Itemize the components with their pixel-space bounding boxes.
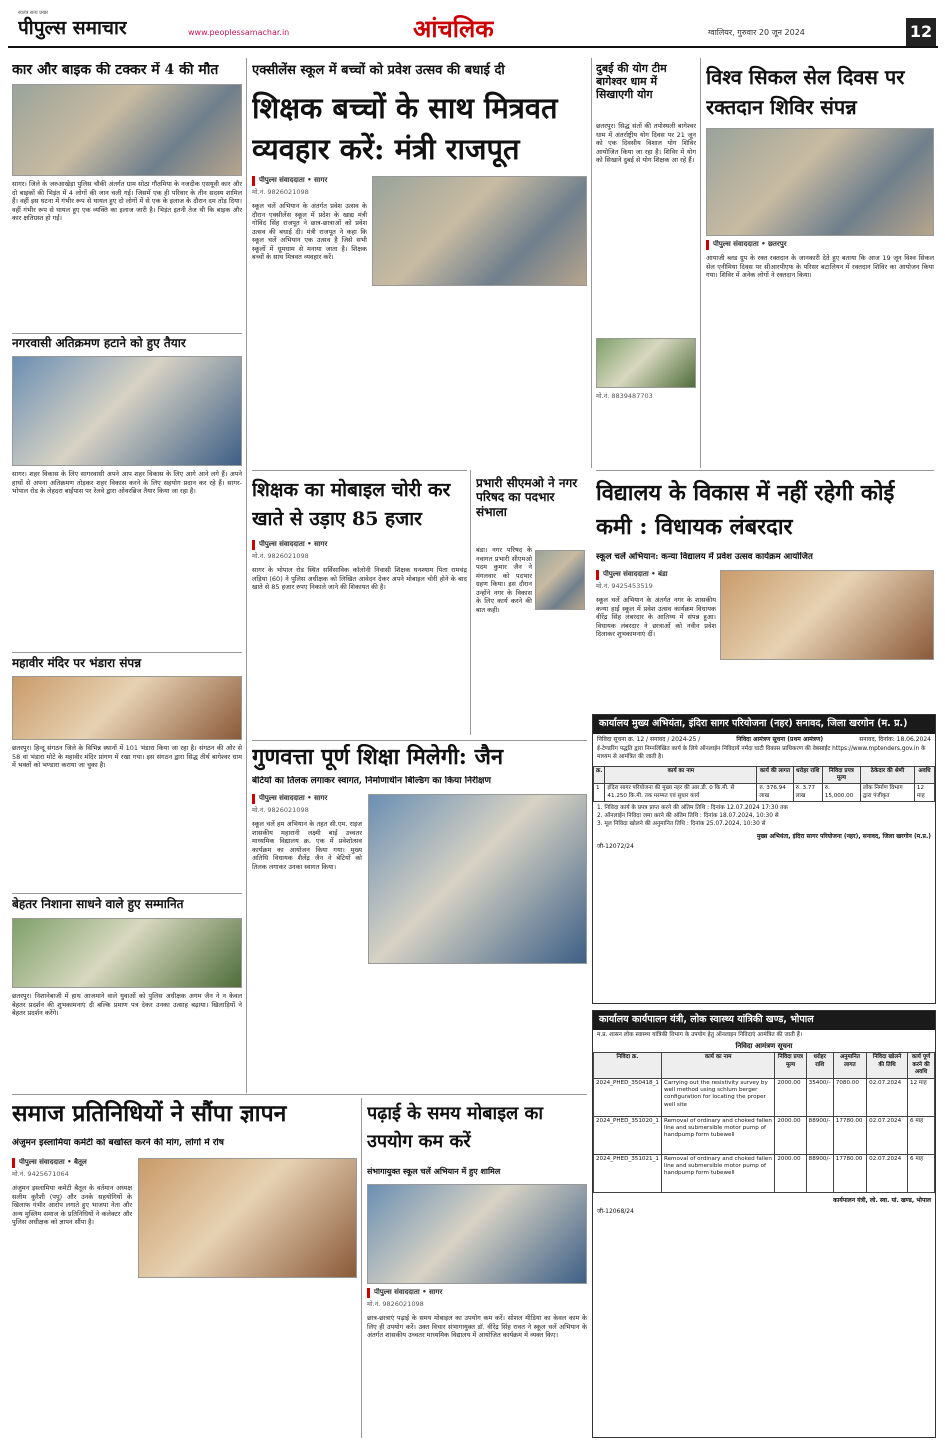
tender1-header-cell: कार्य की लागत <box>757 766 793 784</box>
memo-headline: समाज प्रतिनिधियों ने सौंपा ज्ञापन <box>12 1100 287 1127</box>
mobile-theft-byline: पीपुल्स संवाददाता • सागर <box>252 540 462 550</box>
tender1-header-cell: क्र. <box>594 766 605 784</box>
commissioner-photo <box>367 1184 587 1284</box>
memo-body: अंजुमन इस्लामिया कमेटी बैतूल के वर्तमान अध्यक्ष सलीम कुरैशी (पपू) और उनके सहयोगियों के खिलाफ गंभीर आरोप लगाते हुए भाजपा नेता और अन्य मुस्लिम समाज के प्रतिनिधियों ने कलेक्टर और पुलिस अधीक्षक को ज्ञापन सौंपा है। <box>12 1184 132 1227</box>
quality-edu-byline: पीपुल्स संवाददाता • सागर <box>252 794 362 804</box>
mla-photo <box>720 570 934 660</box>
website-link[interactable]: www.peoplessamachar.in <box>188 28 290 37</box>
divider <box>252 470 467 471</box>
tender1-header-cell: कार्य का नाम <box>605 766 757 784</box>
tender2-type: निविदा आमंत्रण सूचना <box>735 1042 793 1051</box>
blood-donation-headline: विश्व सिकल सेल दिवस पर रक्तदान शिविर संपन्न <box>706 65 905 119</box>
tender1-number: निविदा सूचना क्र. 12 / सनावद / 2024-25 / <box>597 735 701 743</box>
tender1-intro: ई-टेण्डरिंग पद्धति द्वारा निम्नलिखित कार्य के लिये ऑनलाईन निविदायें नर्मदा घाटी विकास प्राधिकरण की वेबसाईट https://www.mptenders.gov.in के माध्यम से आमंत्रित की जाती है। <box>597 746 926 761</box>
tender1-cell: लोक निर्माण विभाग द्वारा पंजीकृत <box>861 784 915 802</box>
column-divider <box>470 470 471 735</box>
school-assembly-photo <box>368 794 587 964</box>
column-divider <box>246 58 247 1093</box>
tender2-cell: 02.07.2024 <box>867 1116 908 1154</box>
column-divider <box>591 58 592 468</box>
story4-headline: बेहतर निशाना साधने वाले हुए सम्मानित <box>12 897 184 911</box>
bhandara-photo <box>12 676 242 740</box>
tender1-table <box>593 766 935 803</box>
tender1-dates <box>593 802 935 831</box>
story2-body: सागर। शहर विकास के लिए सागरवासी अपने आप शहर विकास के लिए आगे आने लगे हैं। अपने हाथों से अपना अतिक्रमण तोड़कर शहर विकास करने के लिए सहयोग प्रदान कर रहे हैं। सागर-भोपाल रोड के लेहदरा बाईपास पर रेलवे द्वारा ओवरब्रिज तैयार किया जा रहा है। <box>12 470 242 496</box>
encroachment-photo <box>12 356 242 466</box>
story3-body: छतरपुर। हिन्दू संगठन जिले के विभिन्न स्थानों में 101 भंडारा किया जा रहा है। संगठन की ओर से 58 वां भंडारा मोटे के महावीर मंदिर प्रांगण में रखा गया। इस संगठन द्वारा सिद्ध तीर्थ बागेश्वर धाम में भक्तों को भण्डारा कराया जा चुका है। <box>12 744 242 770</box>
school-dev-body: स्कूल चलें अभियान के अंतर्गत नगर के शासकीय कन्या हाई स्कूल में प्रवेश उत्सव कार्यक्रम विधायक वीरेंद्र सिंह लंबरदार के आतिथ्य में संपन्न हुआ। विधायक लंबरदार ने छात्राओं को नवीन प्रवेश दिलाकर शुभकामनाएं दीं। <box>596 596 716 639</box>
tender2-cell: 02.07.2024 <box>867 1078 908 1116</box>
tender1-date-line: 1. निविदा कार्य के प्रपत्र प्राप्त करने की अंतिम तिथि : दिनांक 12.07.2024 17:30 तक <box>597 805 788 812</box>
cmo-body: बंडा। नगर परिषद के नवागत प्रभारी सीएमओ पदम कुमार जैन ने मंगलवार को पदभार ग्रहण किया। इस दौरान उन्होंने नगर के विकास के लिए कार्य करने की बात कही। <box>476 546 532 615</box>
mobile-theft-mobile: मो.नं. 9826021098 <box>252 552 309 560</box>
story1-body: सागर। जिले के जरुआखेड़ा पुलिस चौकी अंतर्गत ग्राम सोठा गौतमिया के नजदीक एसयूवी कार और दो बाइकों की भिड़ंत में 4 लोगों की जान चली गई। जिसमें एक ही परिवार के तीन सदस्य शामिल हैं। वहीं इस घटना में गंभीर रूप से घायल हुए दो लोगों में से एक के इलाज के दौरान दम तोड़ दिया। वहीं गंभीर रूप से घायल हुए एक व्यक्ति का इलाज जारी है। भिड़ंत इतनी तेज थी कि बाइक और कार क्षतिग्रस्त हो गईं। <box>12 180 242 223</box>
tender1-footer: मुख्य अभियंता, इंदिरा सागर परियोजना (नहर), सनावद, जिला खरगोन (म.प्र.) <box>756 833 931 841</box>
blood-donation-body: आयाजी ब्लड ग्रुप के रक्त रक्तदान के जानकारी देते हुए बताया कि आज 19 जून विश्व सिकल सेल एनीमिया दिवस पर सीआरपीएफ के परिसर बटालियन में रक्तदान शिविर का आयोजन किया गया। शिविर में अनेक लोगों ने रक्तदान किया। <box>706 254 934 280</box>
tender2-header-cell: कार्य पूर्ण करने की अवधि <box>908 1053 935 1078</box>
memo-photo <box>138 1158 357 1278</box>
tender1-cell: इंदिरा सागर परियोजना की मुख्य नहर की आर.डी. 0 कि.मी. से 41.250 कि.मी. तक मरम्मत एवं सुधार कार्य <box>605 784 757 802</box>
tender2-cell: 2024_PHED_351020_1 <box>594 1116 662 1154</box>
tender1-header-cell: अवधि <box>914 766 934 784</box>
dateline: ग्वालियर, गुरुवार 20 जून 2024 <box>708 28 805 37</box>
tender1-cell: रु. 15,000.00 <box>822 784 860 802</box>
story4-body: छतरपुर। निशानेबाजी में हाथ आजमाने वाले युवाओं को पुलिस अधीक्षक अगम जैन ने न केवल बेहतर प्रदर्शन की शुभकामनाएं दी बल्कि प्रमाण पत्र देकर उनका उत्साह बढ़ाया। खिलाड़ियों ने बेहतर प्रदर्शन करेंगे। <box>12 992 242 1018</box>
tender2-header-cell: निविदा प्रपत्र मूल्य <box>775 1053 806 1078</box>
mobile-use-body: छात्र-छात्राएं पढ़ाई के समय मोबाइल का उपयोग कम करें। सोशल मीडिया का केवल काम के लिए ही उपयोग करें। उक्त विचार संभागायुक्त डॉ. वीरेंद्र सिंह रावत ने स्कूल चलें अभियान के अंतर्गत शासकीय उच्चतर माध्यमिक विद्यालय में आयोजित कार्यक्रम में व्यक्त किए। <box>367 1314 587 1340</box>
table-row <box>594 1116 935 1154</box>
mobile-use-headline: पढ़ाई के समय मोबाइल का उपयोग कम करें <box>367 1103 544 1152</box>
tender1-type: निविदा आमंत्रण सूचना (प्रथम आमंत्रण) <box>736 735 824 743</box>
masthead <box>8 4 938 48</box>
tender1-header-cell: निविदा प्रपत्र मूल्य <box>822 766 860 784</box>
tender2-cell: Carrying out the resistivity survey by well method using schlum berger configuration for locating the proper well site <box>661 1078 774 1116</box>
tender1-cell: 12 माह <box>914 784 934 802</box>
tender2-cell: 02.07.2024 <box>867 1154 908 1192</box>
tender1-date-line: 3. मूल निविदा खोलने की अनुमानित तिथि : दिनांक 25.07.2024, 10:30 से <box>597 820 766 827</box>
tender2-header-cell: धरोहर राशि <box>806 1053 833 1078</box>
tender2-header-cell: कार्य का नाम <box>661 1053 774 1078</box>
divider <box>12 893 242 894</box>
divider <box>252 740 587 741</box>
tender2-cell: 6 माह <box>908 1116 935 1154</box>
tender1-cell: रु. 376.94 लाख <box>757 784 793 802</box>
divider <box>12 1094 587 1095</box>
newspaper-logo: पीपुल्स समाचार <box>18 17 127 39</box>
tender1-cell: 1 <box>594 784 605 802</box>
tender2-cell: 6 माह <box>908 1154 935 1192</box>
table-row <box>594 1078 935 1116</box>
quality-edu-body: स्कूल चलें हम अभियान के तहत सी.एम. राइज शासकीय महारानी लक्ष्मी बाई उच्चतर माध्यमिक विद्यालय क्र. एक में प्रवेशोत्सव कार्यक्रम का आयोजन किया गया। मुख्य अतिथि विधायक शैलेंद्र जैन ने बेटियों को तिलक लगाकर उनका स्वागत किया। <box>252 820 362 871</box>
tender1-title: कार्यालय मुख्य अभियंता, इंदिरा सागर परियोजना (नहर) सनावद, जिला खरगोन (म. प्र.) <box>593 715 935 734</box>
table-row <box>594 1154 935 1192</box>
tender2-cell: 2000.00 <box>775 1078 806 1116</box>
story3-headline: महावीर मंदिर पर भंडारा संपन्न <box>12 656 142 670</box>
tender1-ref: जी-12072/24 <box>597 843 634 851</box>
school-dev-subhead: स्कूल चलें अभियान: कन्या विद्यालय में प्रवेश उत्सव कार्यक्रम आयोजित <box>596 552 813 562</box>
mobile-theft-body: सागर के भोपाल रोड स्थित सर्विसाविक कॉलोनी निवासी शिक्षक घनश्याम पिता रामचंद्र लड़िया (60) ने पुलिस अधीक्षक को लिखित आवेदन देकर अपने मोबाइल चोरी होने के बाद खाते से 85 हजार रुपए निकाले जाने की शिकायत की है। <box>252 566 467 592</box>
quality-edu-subhead: बेटियों का तिलक लगाकर स्वागत, निर्माणाधीन बिल्डिंग का किया निरीक्षण <box>252 776 491 786</box>
school-dev-mobile: मो.नं. 9425453519 <box>596 582 653 590</box>
memo-mobile: मो.नं. 9425671064 <box>12 1170 69 1178</box>
tender2-cell: 88900/- <box>806 1116 833 1154</box>
story1-headline: कार और बाइक की टक्कर में 4 की मौत <box>12 62 219 78</box>
tender2-cell: 2024_PHED_350418_1 <box>594 1078 662 1116</box>
quality-edu-mobile: मो.नं. 9826021098 <box>252 806 309 814</box>
tender-notice-1 <box>592 714 936 1004</box>
story2-headline: नगरवासी अतिक्रमण हटाने को हुए तैयार <box>12 336 186 350</box>
divider <box>12 333 242 334</box>
yoga-body: छतरपुर। सिद्ध संतों की तपोस्थली बागेश्वर धाम में अंतर्राष्ट्रीय योग दिवस पर 21 जून को एक दिवसीय विशाल योग शिविर आयोजित किया जा रहा है। शिविर में योग को सिखाने दुबई से योग शिक्षक आ रहे हैं। <box>596 122 696 165</box>
tender2-ref: जी-12068/24 <box>597 1208 634 1216</box>
tender2-header-cell: निविदा क्र. <box>594 1053 662 1078</box>
shooting-award-photo <box>12 918 242 988</box>
yoga-mobile: मो.नं. 8839487703 <box>596 392 653 400</box>
tender2-header-cell: निविदा खोलने की तिथि <box>867 1053 908 1078</box>
mobile-use-mobile: मो.नं. 9826021098 <box>367 1300 424 1308</box>
tender2-cell: Removal of ordinary and choked fallen line and submersible motor pump of handpump form tubewell <box>661 1116 774 1154</box>
tender2-cell: 17780.00 <box>833 1154 866 1192</box>
tender2-cell: 35400/- <box>806 1078 833 1116</box>
tender2-title: कार्यालय कार्यपालन यंत्री, लोक स्वास्थ्य यांत्रिकी खण्ड, भोपाल <box>593 1011 935 1030</box>
divider <box>12 652 242 653</box>
tender2-header-cell: अनुमानित लागत <box>833 1053 866 1078</box>
tender1-header-cell: ठेकेदार की श्रेणी <box>861 766 915 784</box>
memo-byline: पीपुल्स संवाददाता • बैतूल <box>12 1158 132 1168</box>
cmo-portrait <box>535 550 585 610</box>
lead-mobile: मो.नं. 9826021098 <box>252 188 309 196</box>
lead-photo <box>372 176 587 286</box>
tender2-cell: 2000.00 <box>775 1116 806 1154</box>
mobile-use-subhead: संभागायुक्त स्कूल चलें अभियान में हुए शामिल <box>367 1166 501 1176</box>
tender2-cell: 2024_PHED_351021_1 <box>594 1154 662 1192</box>
blood-donation-byline: पीपुल्स संवाददाता • छतरपुर <box>706 240 856 250</box>
masthead-tagline: स्वतंत्र सत्य प्रखर <box>18 10 49 16</box>
cmo-headline: प्रभारी सीएमओ ने नगर परिषद का पदभार संभाला <box>476 476 578 519</box>
tender2-intro: म.प्र. शासन लोक स्वास्थ्य यांत्रिकी विभाग के उपयोग हेतु ऑनलाइन निविदाएं आमंत्रित की जाती हैं। <box>597 1031 803 1038</box>
tender1-cell: रु. 3.77 लाख <box>793 784 822 802</box>
mobile-theft-headline: शिक्षक का मोबाइल चोरी कर खाते से उड़ाए 85 हजार <box>252 479 451 530</box>
page-number: 12 <box>906 18 936 46</box>
tender2-cell: 17780.00 <box>833 1116 866 1154</box>
tender1-date: सनावद, दिनांक: 18.06.2024 <box>859 735 931 743</box>
tender-notice-2 <box>592 1010 936 1438</box>
tender1-date-line: 2. ऑनलाईन निविदा जमा करने की अंतिम तिथि : दिनांक 18.07.2024, 10:30 से <box>597 812 779 819</box>
memo-subhead: अंजुमन इस्लामिया कमेटी को बर्खास्त करने की मांग, लोगों में रोष <box>12 1138 224 1148</box>
tender2-cell: 7080.00 <box>833 1078 866 1116</box>
tender2-cell: Removal of ordinary and choked fallen line and submersible motor pump of handpump form tubewell <box>661 1154 774 1192</box>
column-divider <box>700 58 701 468</box>
column-divider <box>361 1098 362 1438</box>
yoga-photo <box>596 338 696 388</box>
tender2-footer: कार्यपालन यंत्री, लो. स्वा. यां. खण्ड, भोपाल <box>833 1196 931 1204</box>
quality-edu-headline: गुणवत्ता पूर्ण शिक्षा मिलेगी: जैन <box>252 744 504 770</box>
mobile-use-byline: पीपुल्स संवाददाता • सागर <box>367 1288 487 1298</box>
lead-byline: पीपुल्स संवाददाता • सागर <box>252 176 452 186</box>
tender2-cell: 2000.00 <box>775 1154 806 1192</box>
lead-body: स्कूल चलें अभियान के अंतर्गत प्रवेश उत्सव के दौरान एक्सीलेंस स्कूल में प्रदेश के खाद्य मंत्री गोविंद सिंह राजपूत ने छात्र-छात्राओं को प्रवेश उत्सव की बधाई दी। मंत्री राजपूत ने कहा कि स्कूल चलें अभियान एक उत्सव है जिसे सभी स्कूलों में धूमधाम से मनाया जाता है। शिक्षक बच्चों के साथ मित्रवत व्यवहार करें। <box>252 202 367 262</box>
accident-photo <box>12 84 242 176</box>
school-dev-byline: पीपुल्स संवाददाता • बंडा <box>596 570 716 580</box>
lead-headline: शिक्षक बच्चों के साथ मित्रवत व्यवहार करें: मंत्री राजपूत <box>252 91 558 166</box>
yoga-headline: दुबई की योग टीम बागेश्वर धाम में सिखाएगी योग <box>596 62 667 102</box>
divider <box>596 470 934 471</box>
section-title: आंचलिक <box>413 15 494 43</box>
tender2-cell: 88900/- <box>806 1154 833 1192</box>
tender1-header-cell: धरोहर राशि <box>793 766 822 784</box>
tender2-table <box>593 1052 935 1192</box>
lead-kicker: एक्सीलेंस स्कूल में बच्चों को प्रवेश उत्सव की बधाई दी <box>252 63 505 78</box>
blood-donation-photo <box>706 128 934 236</box>
school-dev-headline: विद्यालय के विकास में नहीं रहेगी कोई कमी : विधायक लंबरदार <box>596 480 895 541</box>
tender2-cell: 12 माह <box>908 1078 935 1116</box>
